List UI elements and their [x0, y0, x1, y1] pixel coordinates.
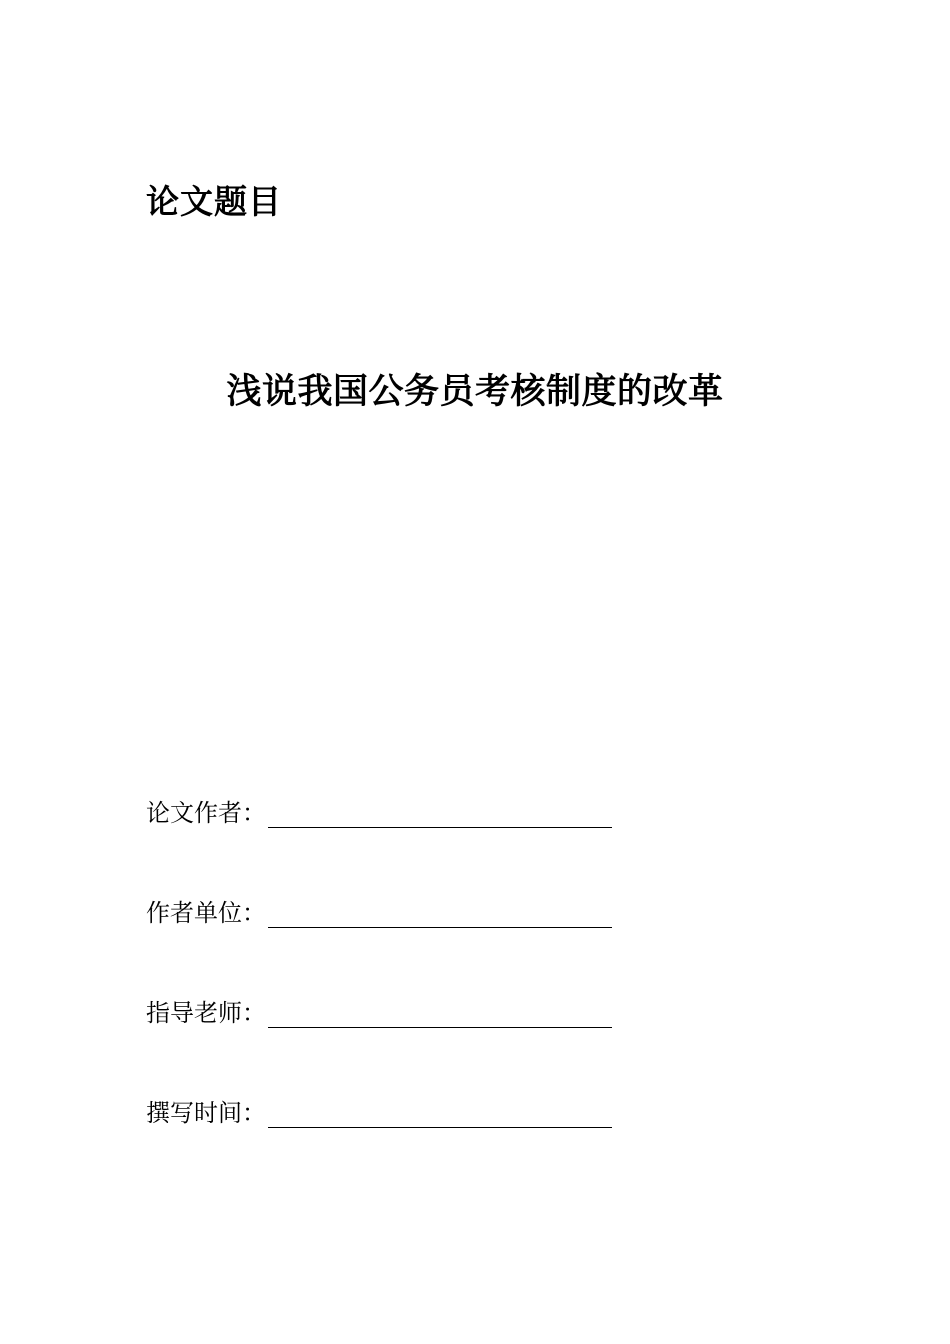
unit-field-row — [146, 896, 626, 928]
advisor-label: 指导老师： — [146, 999, 266, 1027]
advisor-blank-line — [268, 1027, 612, 1028]
date-label: 撰写时间： — [146, 1099, 266, 1127]
author-label: 论文作者： — [146, 799, 266, 827]
advisor-field-row — [146, 996, 626, 1028]
author-field-row — [146, 796, 626, 828]
unit-label: 作者单位： — [146, 899, 266, 927]
heading-label: 论文题目 — [146, 182, 282, 221]
thesis-title: 浅说我国公务员考核制度的改革 — [226, 372, 724, 412]
date-field-row — [146, 1096, 626, 1128]
author-blank-line — [268, 827, 612, 828]
unit-blank-line — [268, 927, 612, 928]
date-blank-line — [268, 1127, 612, 1128]
